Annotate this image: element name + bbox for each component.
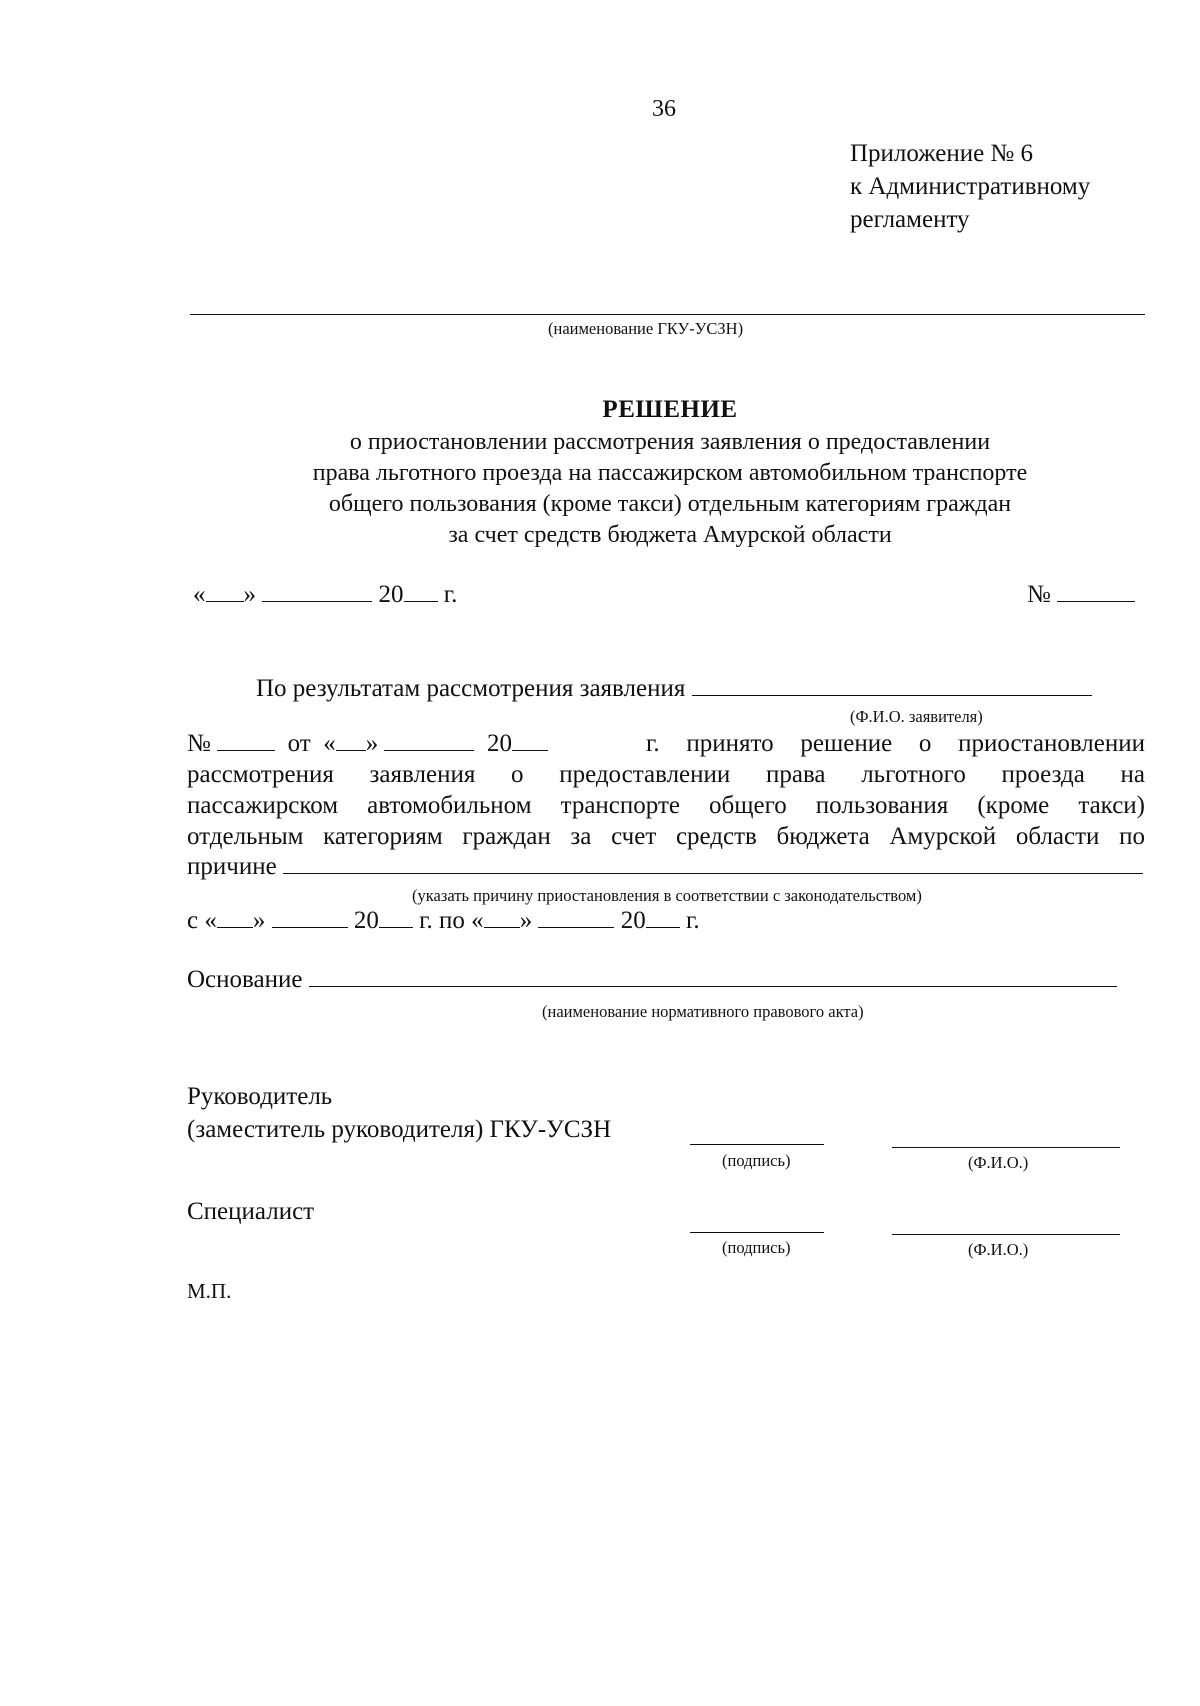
org-name-caption: (наименование ГКУ-УСЗН) bbox=[548, 319, 744, 338]
body-line-4: пассажирском автомобильном транспорте общего пользования (кроме такси) bbox=[187, 792, 1145, 819]
period-to-month-field[interactable] bbox=[538, 907, 614, 928]
body-line-5: отдельным категориям граждан за счет средств бюджета Амурской области по bbox=[187, 823, 1145, 850]
application-year-field[interactable] bbox=[512, 730, 548, 751]
decision-number-field[interactable] bbox=[1057, 581, 1135, 602]
basis-row bbox=[187, 966, 1117, 994]
appendix-line-1: Приложение № 6 bbox=[850, 140, 1034, 167]
body-line-6 bbox=[187, 853, 1143, 881]
period-to-year-suffix: г. bbox=[685, 907, 700, 934]
reason-caption: (указать причину приостановления в соответствии с законодательством) bbox=[412, 886, 922, 905]
application-close-quote: » bbox=[365, 730, 379, 757]
date-line bbox=[193, 581, 457, 609]
body-line-2a bbox=[187, 730, 548, 758]
body-line-3: рассмотрения заявления о предоставлении права льготного проезда на bbox=[187, 761, 1145, 788]
applicant-name-field[interactable] bbox=[692, 675, 1092, 696]
head-title-line-1: Руководитель bbox=[187, 1083, 333, 1110]
application-number-field[interactable] bbox=[217, 730, 275, 751]
suspension-period bbox=[187, 907, 700, 935]
specialist-signature-line[interactable] bbox=[690, 1232, 824, 1233]
date-open-quote: « bbox=[193, 581, 206, 608]
application-number-label: № bbox=[187, 730, 211, 757]
stamp-place: М.П. bbox=[187, 1279, 232, 1303]
application-month-field[interactable] bbox=[384, 730, 474, 751]
reason-field[interactable] bbox=[283, 853, 1143, 874]
specialist-name-line[interactable] bbox=[892, 1234, 1120, 1235]
period-to-year-field[interactable] bbox=[646, 907, 680, 928]
specialist-signature-caption: (подпись) bbox=[722, 1238, 791, 1257]
period-from-year-prefix: 20 bbox=[353, 907, 379, 934]
period-to-close-quote: » bbox=[519, 907, 533, 934]
period-to-label: г. по « bbox=[419, 907, 484, 934]
subtitle-line-3: общего пользования (кроме такси) отдельным категориям граждан bbox=[328, 491, 1012, 517]
date-day-field[interactable] bbox=[206, 581, 244, 602]
period-to-year-prefix: 20 bbox=[620, 907, 646, 934]
body-intro bbox=[256, 675, 1092, 703]
period-from-month-field[interactable] bbox=[272, 907, 348, 928]
subtitle-line-4: за счет средств бюджета Амурской области bbox=[448, 522, 892, 548]
appendix-line-3: регламенту bbox=[850, 206, 970, 233]
basis-field[interactable] bbox=[309, 966, 1117, 987]
period-from-close-quote: » bbox=[252, 907, 266, 934]
application-open-quote: « bbox=[323, 730, 336, 757]
document-title: РЕШЕНИЕ bbox=[602, 396, 738, 423]
date-close-quote: » bbox=[243, 581, 256, 608]
application-day-field[interactable] bbox=[336, 730, 366, 751]
basis-label: Основание bbox=[187, 966, 303, 993]
specialist-label: Специалист bbox=[187, 1198, 315, 1225]
specialist-name-caption: (Ф.И.О.) bbox=[968, 1240, 1029, 1259]
applicant-caption: (Ф.И.О. заявителя) bbox=[850, 707, 983, 726]
application-from-label: от bbox=[287, 730, 311, 757]
body-line-2b bbox=[646, 730, 1145, 758]
head-title-line-2: (заместитель руководителя) ГКУ-УСЗН bbox=[187, 1116, 612, 1143]
reason-label: причине bbox=[187, 853, 277, 880]
period-to-day-field[interactable] bbox=[484, 907, 520, 928]
decision-number bbox=[1027, 581, 1135, 609]
basis-caption: (наименование нормативного правового акта) bbox=[542, 1002, 864, 1021]
page-number: 36 bbox=[652, 96, 676, 122]
org-name-line[interactable] bbox=[190, 314, 1145, 315]
date-year-field[interactable] bbox=[404, 581, 438, 602]
body-line-2-rest: г. принято решение о приостановлении bbox=[646, 730, 1145, 757]
appendix-line-2: к Административному bbox=[850, 173, 1091, 200]
application-year-prefix: 20 bbox=[486, 730, 512, 757]
date-year-suffix: г. bbox=[443, 581, 458, 608]
date-month-field[interactable] bbox=[262, 581, 372, 602]
subtitle-line-1: о приостановлении рассмотрения заявления о предоставлении bbox=[349, 429, 991, 455]
head-name-line[interactable] bbox=[892, 1147, 1120, 1148]
date-year-prefix: 20 bbox=[378, 581, 404, 608]
body-intro-text: По результатам рассмотрения заявления bbox=[256, 675, 686, 702]
head-name-caption: (Ф.И.О.) bbox=[968, 1153, 1029, 1172]
period-from-day-field[interactable] bbox=[217, 907, 253, 928]
period-from-label: с « bbox=[187, 907, 217, 934]
period-from-year-field[interactable] bbox=[379, 907, 413, 928]
decision-number-label: № bbox=[1027, 581, 1051, 608]
head-signature-line[interactable] bbox=[690, 1144, 824, 1145]
head-signature-caption: (подпись) bbox=[722, 1151, 791, 1170]
subtitle-line-2: права льготного проезда на пассажирском автомобильном транспорте bbox=[312, 460, 1028, 486]
